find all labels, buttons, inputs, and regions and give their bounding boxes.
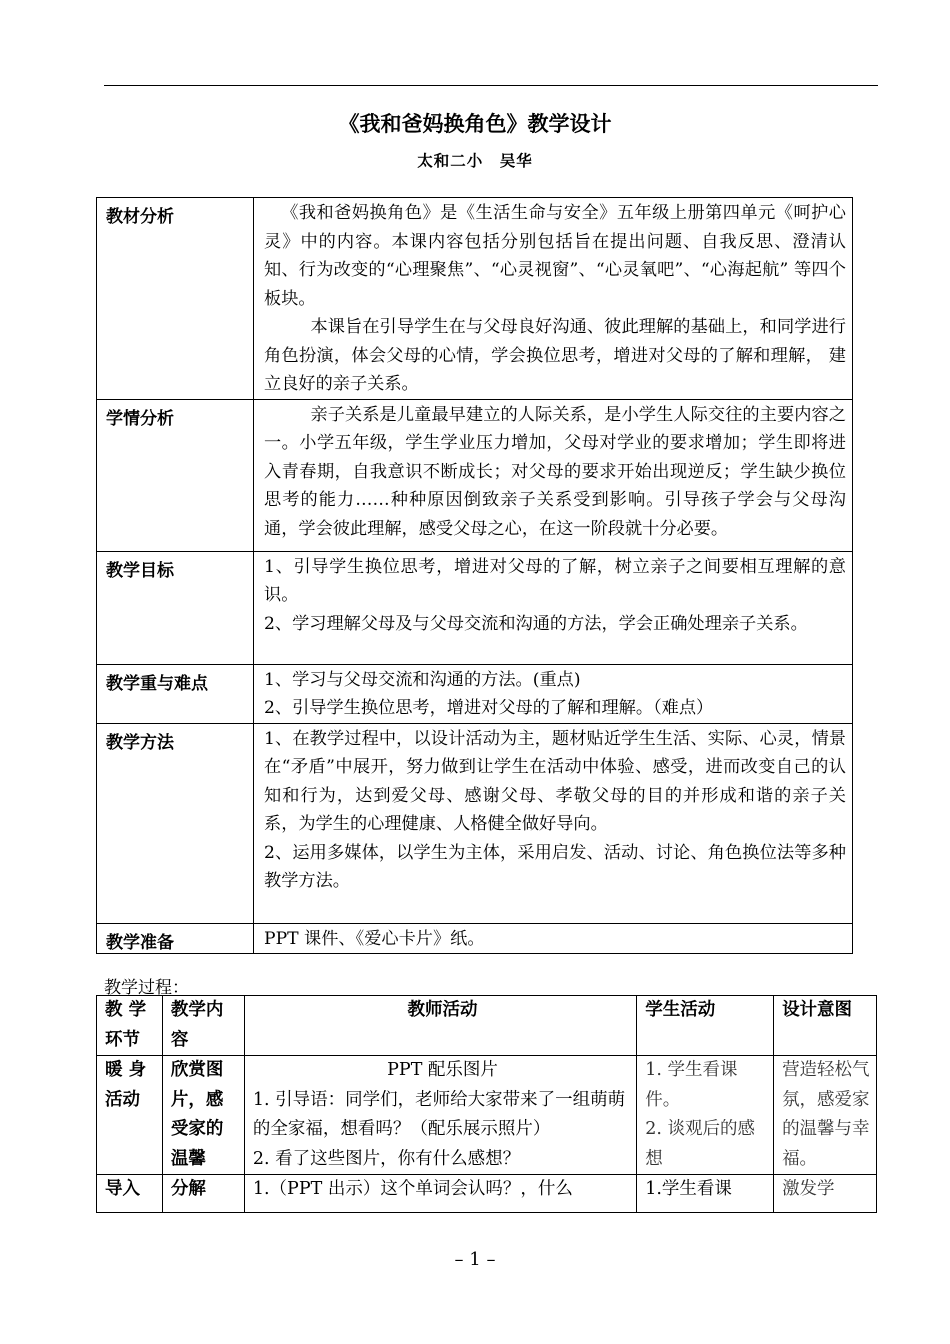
header-rule (104, 85, 878, 86)
paragraph: 本课旨在引导学生在与父母良好沟通、彼此理解的基础上，和同学进行角色扮演，体会父母的心情，学会换位思考，增进对父母的了解和理解， 建立良好的亲子关系。 (264, 317, 846, 394)
teacher-step: 1. 引导语：同学们，老师给大家带来了一组萌萌的全家福，想看吗？（配乐展示照片） (252, 1089, 626, 1139)
teacher-step: 2. 看了这些图片，你有什么感想？ (252, 1148, 521, 1169)
paragraph: 1、在教学过程中，以设计活动为主，题材贴近学生生活、实际、心灵，情景在“矛盾”中展开，努力做到让学生在活动中体验、感受，进而改变自己的认知和行为，达到爱父母、感谢父母、孝敬父母的目的并形成和谐的亲子关系，为学生的心理健康、人格健全做好导向。 (264, 728, 846, 834)
row-content (254, 723, 853, 923)
table-row (97, 1056, 877, 1175)
row-label: 教学方法 (97, 723, 254, 923)
row-content (254, 399, 853, 551)
paragraph: 2、学习理解父母及与父母交流和沟通的方法，学会正确处理亲子关系。 (264, 613, 808, 634)
paragraph: 1、学习与父母交流和沟通的方法。(重点) (264, 669, 581, 690)
header-intent: 设计意图 (774, 996, 877, 1056)
author-line: 太和二小 吴华 (417, 152, 533, 170)
table-row (97, 923, 853, 954)
row-label: 教学重与难点 (97, 664, 254, 723)
student-step: 1. 学生看课件。 (645, 1060, 738, 1110)
student-step: 1.学生看课 (645, 1179, 732, 1199)
table-row (97, 399, 853, 551)
document-title: 《我和爸妈换角色》教学设计 (338, 112, 612, 136)
header-student: 学生活动 (637, 996, 774, 1056)
table-row (97, 198, 853, 400)
stage-cell: 导入 (97, 1175, 163, 1213)
page-number: – 1 – (454, 1249, 496, 1270)
paragraph: 2、引导学生换位思考，增进对父母的了解和理解。（难点） (264, 698, 714, 718)
row-label: 教学目标 (97, 551, 254, 664)
row-content (254, 923, 853, 954)
teacher-cell (244, 1175, 636, 1213)
content-cell: 欣赏图片，感受家的温馨 (162, 1056, 244, 1175)
student-cell (637, 1056, 774, 1175)
content-cell: 分解 (162, 1175, 244, 1213)
row-content (254, 198, 853, 400)
intent-cell: 营造轻松气氛，感爱家的温馨与幸福。 (774, 1056, 877, 1175)
teacher-cell (244, 1056, 636, 1175)
intent-cell: 激发学 (774, 1175, 877, 1213)
header-teacher: 教师活动 (244, 996, 636, 1056)
row-label: 教材分析 (97, 198, 254, 400)
table-row (97, 1175, 877, 1213)
student-step: 2. 谈观后的感想 (645, 1119, 755, 1169)
table-row (97, 664, 853, 723)
header-content: 教学内容 (162, 996, 244, 1056)
paragraph: 2、运用多媒体，以学生为主体，采用启发、活动、讨论、角色换位法等多种教学方法。 (264, 842, 846, 891)
paragraph: 亲子关系是儿童最早建立的人际关系，是小学生人际交往的主要内容之一。小学五年级，学生学业压力增加，父母对学业的要求增加；学生即将进入青春期，自我意识不断成长；对父母的要求开始出现逆反；学生缺少换位思考的能力……种种原因倒致亲子关系受到影响。引导孩子学会与父母沟通，学会彼此理解，感受父母之心，在这一阶段就十分必要。 (264, 404, 846, 539)
teacher-step: 1.（PPT 出示）这个单词会认吗？，什么 (252, 1179, 573, 1199)
student-cell (637, 1175, 774, 1213)
paragraph: 1、引导学生换位思考，增进对父母的了解，树立亲子之间要相互理解的意识。 (264, 556, 846, 605)
row-label: 学情分析 (97, 399, 254, 551)
teacher-activity-title: PPT 配乐图片 (387, 1060, 498, 1080)
row-content (254, 551, 853, 664)
row-content (254, 664, 853, 723)
design-table (96, 197, 853, 954)
stage-cell: 暖 身 活动 (97, 1056, 163, 1175)
row-label: 教学准备 (97, 923, 254, 954)
table-row (97, 723, 853, 923)
process-label: 教学过程： (104, 978, 189, 998)
table-header-row (97, 996, 877, 1056)
table-row (97, 551, 853, 664)
process-table (96, 995, 877, 1213)
paragraph: PPT 课件、《爱心卡片》纸。 (264, 928, 485, 949)
header-stage: 教 学 环节 (97, 996, 163, 1056)
paragraph: 《我和爸妈换角色》是《生活生命与安全》五年级上册第四单元《呵护心灵》中的内容。本课内容包括分别包括旨在提出问题、自我反思、澄清认知、行为改变的“心理聚焦”、“心灵视窗”、“心灵氧吧”、“心海起航” 等四个板块。 (264, 203, 846, 309)
